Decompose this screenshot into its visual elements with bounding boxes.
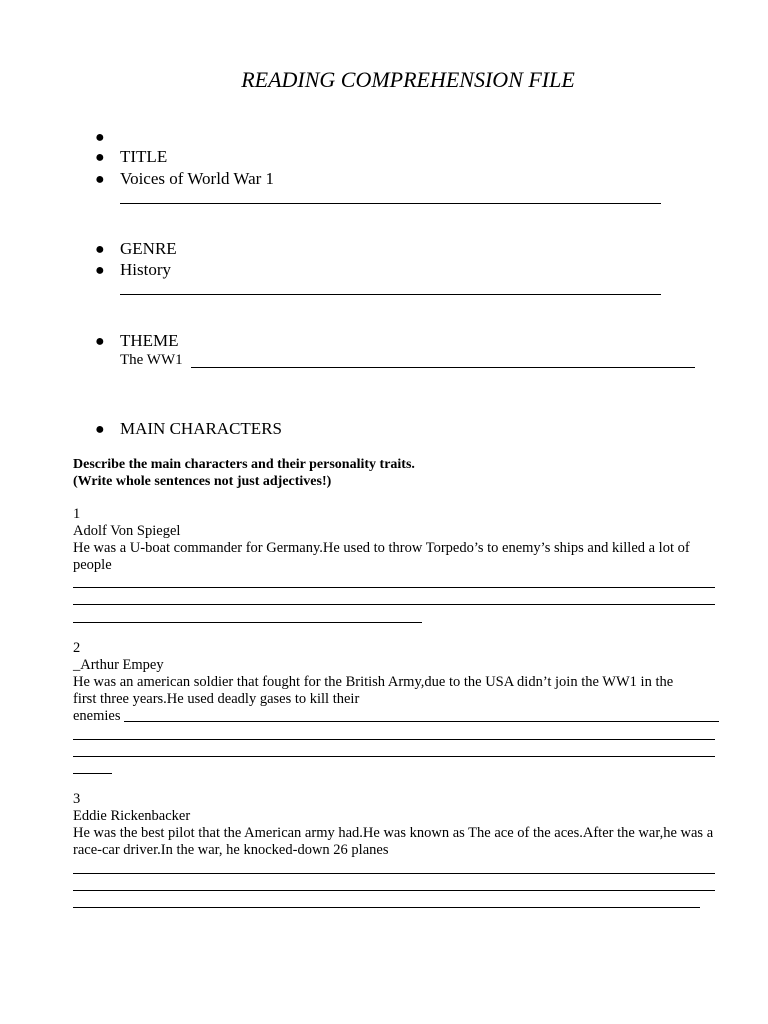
genre-label: GENRE bbox=[120, 239, 177, 258]
character-3-name: Eddie Rickenbacker bbox=[73, 808, 191, 824]
character-2-answer-line bbox=[73, 739, 715, 740]
genre-value: History bbox=[120, 260, 171, 279]
character-1-answer-line bbox=[73, 587, 715, 588]
character-3-answer-line bbox=[73, 890, 715, 891]
instruction-line-2: (Write whole sentences not just adjectives!) bbox=[73, 474, 332, 489]
characters-label: MAIN CHARACTERS bbox=[120, 419, 282, 438]
character-3-number: 3 bbox=[73, 791, 81, 807]
bullet-icon: ● bbox=[95, 171, 105, 188]
page-title: READING COMPREHENSION FILE bbox=[241, 67, 575, 92]
genre-answer-line bbox=[120, 294, 661, 295]
character-1-answer-line bbox=[73, 622, 422, 623]
title-value: Voices of World War 1 bbox=[120, 169, 275, 188]
title-label: TITLE bbox=[120, 147, 168, 166]
character-2-answer-line bbox=[73, 756, 715, 757]
character-2-description-line-3: enemies bbox=[73, 708, 121, 724]
bullet-icon: ● bbox=[95, 241, 105, 258]
character-1-answer-line bbox=[73, 604, 715, 605]
character-2-description-line-1: He was an american soldier that fought for the British Army,due to the USA didn’t join the WW1 in the bbox=[73, 674, 674, 690]
title-label-row bbox=[95, 146, 167, 169]
title-value-row bbox=[95, 168, 274, 191]
genre-value-row bbox=[95, 259, 171, 282]
character-2-name: _Arthur Empey bbox=[73, 657, 164, 673]
character-3-description: He was the best pilot that the American army had.He was known as The ace of the aces.After the war,he was a race-car driver.In the war, he knocked-down 26 planes bbox=[73, 825, 714, 858]
character-1-description: He was a U-boat commander for Germany.He used to throw Torpedo’s to enemy’s ships and killed a lot of people bbox=[73, 540, 690, 573]
theme-value: The WW1 bbox=[120, 352, 183, 368]
character-1-name: Adolf Von Spiegel bbox=[73, 523, 181, 539]
bullet-icon: ● bbox=[95, 262, 105, 279]
characters-label-row bbox=[95, 418, 282, 441]
character-2-answer-line bbox=[124, 721, 719, 722]
character-2-answer-line bbox=[73, 773, 112, 774]
character-2-description-line-2: first three years.He used deadly gases to kill their bbox=[73, 691, 360, 707]
character-3-answer-line bbox=[73, 873, 715, 874]
bullet-icon: ● bbox=[95, 421, 105, 438]
instruction-line-1: Describe the main characters and their personality traits. bbox=[73, 457, 415, 472]
character-3-answer-line bbox=[73, 907, 700, 908]
theme-label: THEME bbox=[120, 331, 179, 350]
bullet-icon: ● bbox=[95, 129, 105, 146]
character-1-number: 1 bbox=[73, 506, 81, 522]
theme-answer-line bbox=[191, 367, 695, 368]
bullet-icon: ● bbox=[95, 149, 105, 166]
bullet-icon: ● bbox=[95, 333, 105, 350]
genre-label-row bbox=[95, 238, 177, 261]
title-answer-line bbox=[120, 203, 661, 204]
character-2-number: 2 bbox=[73, 640, 81, 656]
